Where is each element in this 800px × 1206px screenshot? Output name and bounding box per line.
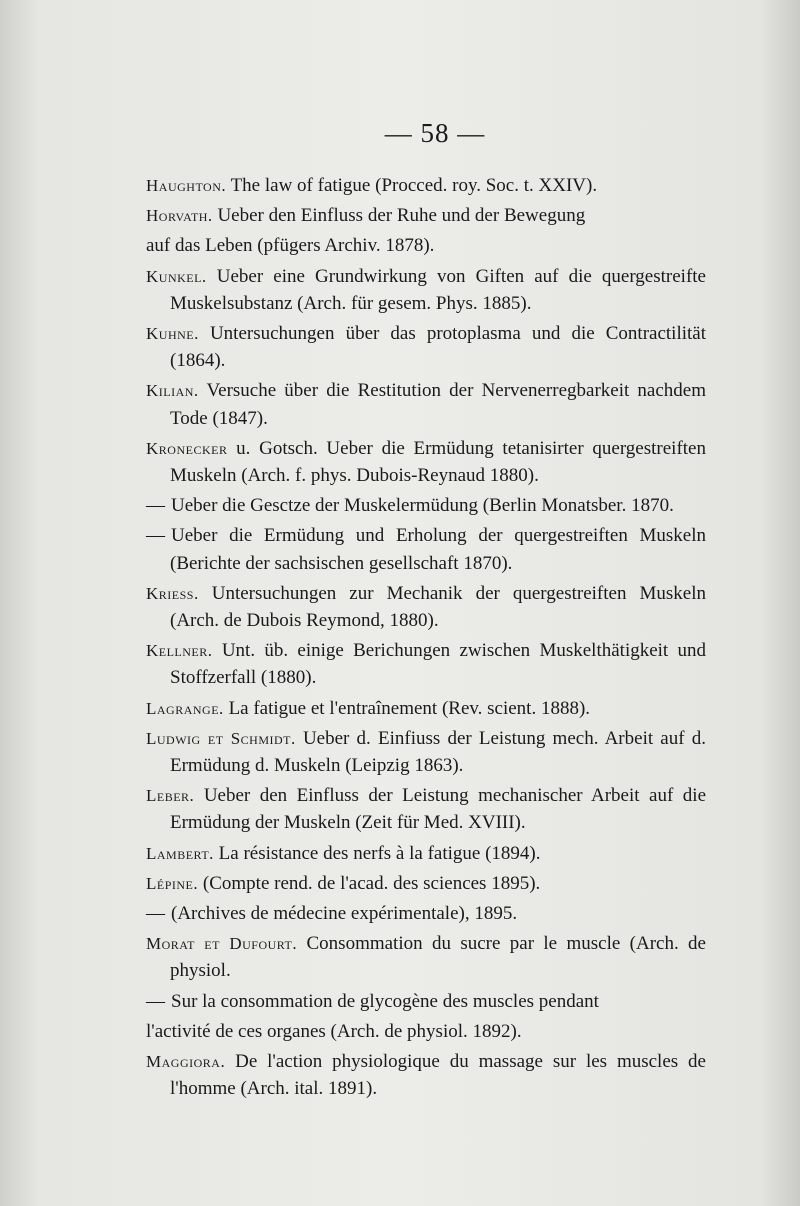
entry-text: (Archives de médecine expérimentale), 1895.	[171, 903, 518, 925]
entry-text: Ueber den Einfluss der Leistung mechanischer Arbeit auf die Ermüdung der Muskeln (Zeit für Med. XVIII).	[170, 785, 706, 834]
entry-text: Ueber d. Einfiuss der Leistung mech. Arbeit auf d. Ermüdung d. Muskeln (Leipzig 1863).	[170, 727, 706, 777]
bibliography-entry	[146, 900, 706, 927]
bibliography-entry	[146, 232, 706, 259]
entry-author: Leber.	[146, 786, 195, 806]
entry-text: Untersuchungen zur Mechanik der quergestreiften Muskeln (Arch. de Dubois Reymond, 1880).	[170, 582, 706, 632]
page-number: — 58 —	[384, 118, 486, 148]
bibliography-entry	[146, 1018, 706, 1045]
bibliography-entry	[146, 695, 706, 722]
entry-author: Maggiora.	[146, 1052, 226, 1072]
bibliography-entry	[146, 870, 706, 897]
bibliography-entry	[146, 435, 706, 489]
bibliography-entry	[146, 988, 706, 1015]
entry-text: La résistance des nerfs à la fatigue (1894).	[218, 842, 541, 864]
bibliography-entry	[146, 320, 706, 374]
entry-text: auf das Leben (pfügers Archiv. 1878).	[146, 235, 435, 257]
entry-author: Kellner.	[146, 641, 213, 661]
bibliography-entry	[146, 637, 706, 691]
entry-text: Unt. üb. einige Berichungen zwischen Muskelthätigkeit und Stoffzerfall (1880).	[170, 640, 706, 689]
entry-author: Ludwig et Schmidt.	[146, 728, 296, 748]
entry-text: The law of fatigue (Procced. roy. Soc. t. XXIV).	[230, 175, 598, 196]
bibliography-entry	[146, 782, 706, 836]
entry-author: Kriess.	[146, 583, 199, 603]
bibliography-entry	[146, 725, 706, 779]
entry-dash: —	[146, 903, 165, 925]
entry-text: De l'action physiologique du massage sur les muscles de l'homme (Arch. ital. 1891).	[170, 1051, 706, 1100]
entry-author: Haughton.	[146, 176, 227, 195]
entry-author: Lambert.	[146, 843, 214, 863]
bibliography-entry	[146, 930, 706, 984]
bibliography-entry	[146, 172, 706, 199]
entry-text: Consommation du sucre par le muscle (Arch. de physiol.	[170, 933, 706, 982]
entry-dash: —	[146, 525, 165, 547]
bibliography-entry	[146, 580, 706, 634]
bibliography-entry	[146, 522, 706, 576]
bibliography-list	[146, 172, 706, 1106]
entry-text: La fatigue et l'entraînement (Rev. scient. 1888).	[228, 697, 591, 719]
entry-text: u. Gotsch. Ueber die Ermüdung tetanisirter quergestreiften Muskeln (Arch. f. phys. Dubois-Reynaud 1880).	[170, 437, 706, 487]
entry-author: Lagrange.	[146, 698, 224, 718]
entry-author: Horvath.	[146, 206, 213, 226]
entry-dash: —	[146, 495, 165, 517]
entry-author: Lépine.	[146, 873, 199, 893]
entry-author: Morat et Dufourt.	[146, 934, 298, 954]
entry-author: Kunkel.	[146, 266, 207, 286]
entry-text: Ueber eine Grundwirkung von Giften auf die quergestreifte Muskelsubstanz (Arch. für gesem. Phys. 1885).	[170, 265, 706, 314]
entry-text: Ueber die Gesctze der Muskelermüdung (Berlin Monatsber. 1870.	[171, 495, 674, 517]
entry-text: (Compte rend. de l'acad. des sciences 1895).	[202, 872, 541, 894]
entry-author: Kuhne.	[146, 324, 199, 344]
entry-text: Sur la consommation de glycogène des muscles pendant	[171, 990, 599, 1012]
bibliography-entry	[146, 202, 706, 229]
entry-text: Untersuchungen über das protoplasma und die Contractilität (1864).	[170, 323, 706, 372]
entry-author: Kronecker	[146, 438, 228, 458]
entry-dash: —	[146, 990, 165, 1012]
entry-text: l'activité de ces organes (Arch. de physiol. 1892).	[146, 1020, 522, 1042]
bibliography-entry	[146, 840, 706, 867]
bibliography-entry	[146, 263, 706, 317]
bibliography-entry	[146, 377, 706, 431]
entry-text: Ueber den Einfluss der Ruhe und der Bewegung	[217, 205, 586, 227]
bibliography-entry	[146, 492, 706, 519]
entry-author: Kilian.	[146, 381, 199, 401]
entry-text: Versuche über die Restitution der Nervenerregbarkeit nachdem Tode (1847).	[170, 380, 706, 429]
entry-text: Ueber die Ermüdung und Erholung der quergestreiften Muskeln (Berichte der sachsischen gesellschaft 1870).	[170, 525, 706, 574]
bibliography-entry	[146, 1048, 706, 1102]
